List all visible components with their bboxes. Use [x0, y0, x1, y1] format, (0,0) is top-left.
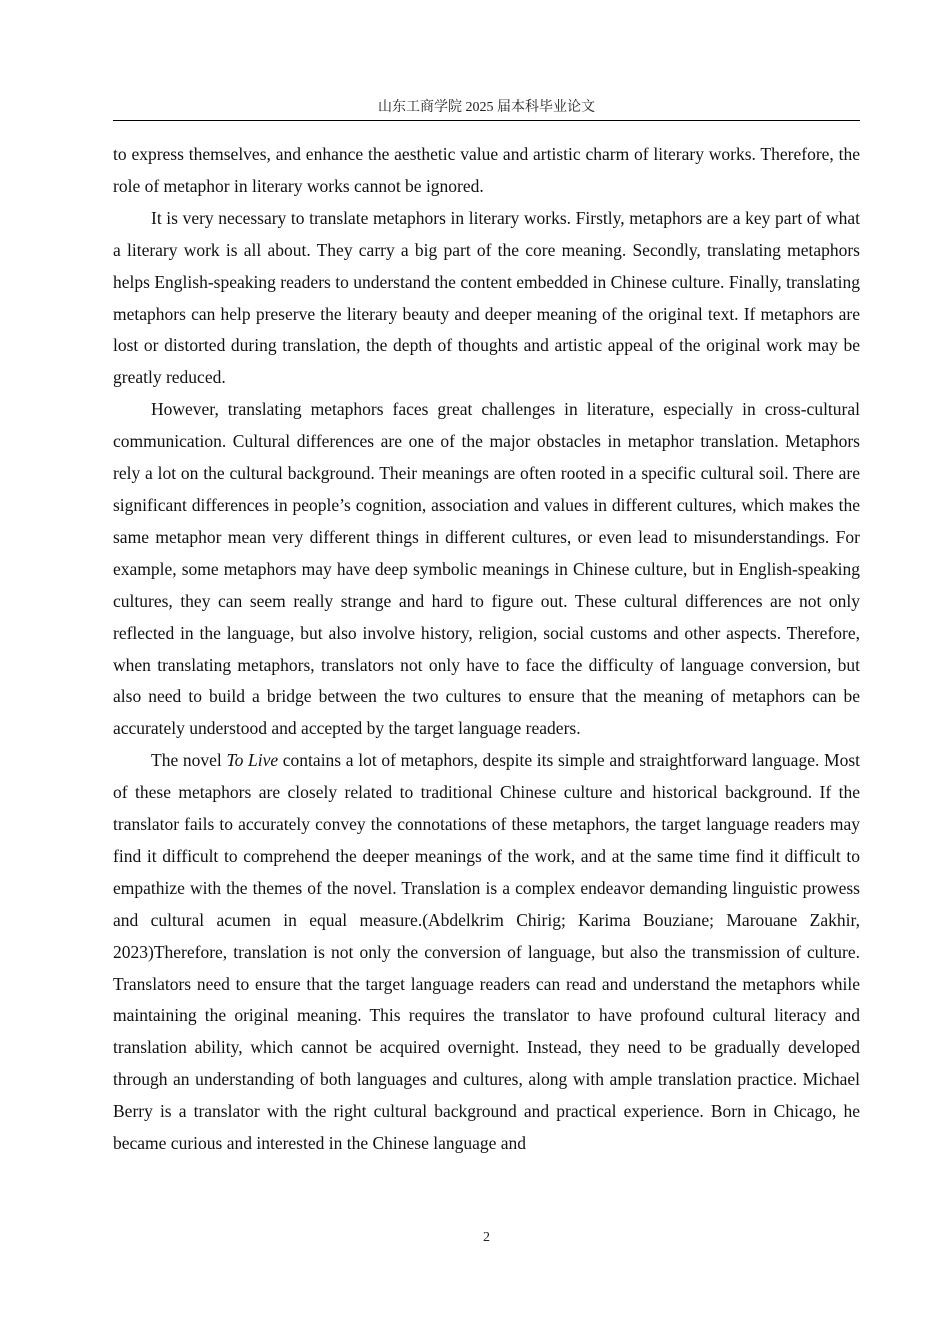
paragraph-continuation	[113, 139, 860, 203]
novel-title: To Live	[226, 750, 279, 771]
paragraph-text: to express themselves, and enhance the aesthetic value and artistic charm of literary works. Therefore, the role of metaphor in literary works cannot be ignored.	[113, 144, 860, 196]
paragraph-necessity	[113, 203, 860, 394]
header-rule	[113, 120, 860, 121]
paragraph-challenges	[113, 394, 860, 745]
paragraph-text: It is very necessary to translate metaphors in literary works. Firstly, metaphors are a key part of what a literary work is all about. They carry a big part of the core meaning. Secondly, translating metaphors helps English-speaking readers to understand the content embedded in Chinese culture. Finally, translating metaphors can help preserve the literary beauty and deeper meaning of the original text. If metaphors are lost or distorted during translation, the depth of thoughts and artistic appeal of the original work may be greatly reduced.	[113, 207, 860, 388]
paragraph-to-live	[113, 745, 860, 1160]
paragraph-text: contains a lot of metaphors, despite its simple and straightforward language. Most of these metaphors are closely related to traditional Chinese culture and historical background. If the translator fails to accurately convey the connotations of these metaphors, the target language readers may find it difficult to comprehend the deeper meanings of the work, and at the same time find it difficult to empathize with the themes of the novel. Translation is a complex endeavor demanding linguistic prowess and cultural acumen in equal measure.(Abdelkrim Chirig; Karima Bouziane; Marouane Zakhir, 2023)Therefore, translation is not only the conversion of language, but also the transmission of culture. Translators need to ensure that the target language readers can read and understand the metaphors while maintaining the original meaning. This requires the translator to have profound cultural literacy and translation ability, which cannot be acquired overnight. Instead, they need to be gradually developed through an understanding of both languages and cultures, along with ample translation practice. Michael Berry is a translator with the right cultural background and practical experience. Born in Chicago, he became curious and interested in the Chinese language and	[113, 750, 860, 1154]
paragraph-text: However, translating metaphors faces great challenges in literature, especially in cross-cultural communication. Cultural differences are one of the major obstacles in metaphor translation. Metaphors rely a lot on the cultural background. Their meanings are often rooted in a specific cultural soil. There are significant differences in people’s cognition, association and values in different cultures, which makes the same metaphor mean very different things in different cultures, or even lead to misunderstandings. For example, some metaphors may have deep symbolic meanings in Chinese culture, but in English-speaking cultures, they can seem really strange and hard to figure out. These cultural differences are not only reflected in the language, but also involve history, religion, social customs and other aspects. Therefore, when translating metaphors, translators not only have to face the difficulty of language conversion, but also need to build a bridge between the two cultures to ensure that the meaning of metaphors can be accurately understood and accepted by the target language readers.	[113, 399, 860, 739]
paragraph-lead: The novel	[151, 750, 227, 771]
running-header: 山东工商学院 2025 届本科毕业论文	[378, 100, 595, 115]
body-text	[113, 139, 860, 1160]
page-number: 2	[483, 1230, 490, 1245]
